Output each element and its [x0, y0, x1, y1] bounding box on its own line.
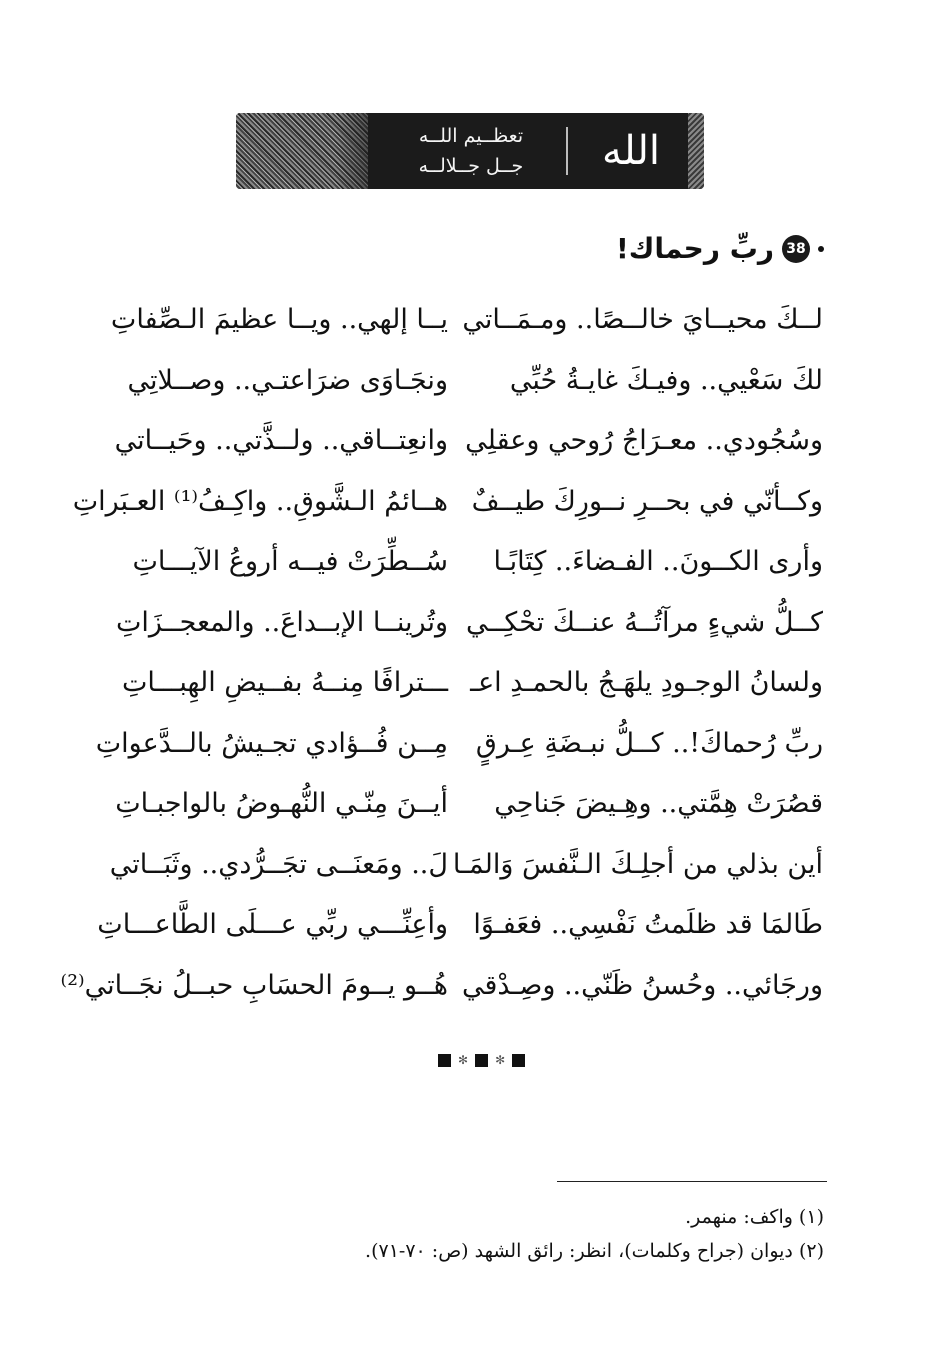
verse-second-half: ـــترافًا مِنــهُ بفــيضِ الهِبـــاتِ	[122, 667, 448, 698]
verse-first-half: كــلُّ شيءٍ مرآتُــهُ عنــكَ تحْكِــي	[466, 606, 823, 638]
verse-second-half: وتُرينــا الإبــداعَ.. والمعجــزَاتِ	[116, 606, 448, 638]
verse-second-half: وانعِتــاقي.. ولــذَّتي.. وحَيــاتي	[114, 425, 448, 456]
verse-second-half: وأعِنِّـــي ربِّي عـــلَى الطَّاعـــاتِ	[97, 909, 448, 940]
poem-verse	[114, 411, 823, 472]
footnote: (٢) ديوان (جراح وكلمات)، انظر: رائق الشهد (ص: ٧٠-٧١).	[365, 1240, 824, 1262]
verse-second-half: هــائمُ الـشَّوقِ.. واكِـفُ⁽¹⁾ العـبَراتِ	[72, 485, 448, 517]
poem-verse	[110, 290, 823, 351]
poem-verse	[115, 774, 823, 835]
verse-first-half: لكَ سَعْيي.. وفيـكَ غايـةُ حُبِّي	[509, 364, 823, 396]
bullet-icon	[818, 246, 824, 252]
poem-verse	[95, 714, 823, 775]
verse-first-half: أين بذلي من أجلِـكَ الـنَّفسَ وَالمَـا	[452, 848, 823, 880]
poem-verse	[118, 532, 823, 593]
verse-second-half: يــا إلهي.. ويــا عظيمَ الـصِّفاتِ	[110, 304, 448, 335]
verse-first-half: وأرى الكــونَ.. الفـضاءَ.. كِتَابًـا	[493, 546, 823, 577]
footnotes	[224, 1200, 824, 1268]
header-titles	[386, 121, 556, 181]
poem-verse	[97, 895, 823, 956]
header-banner	[236, 113, 704, 189]
verse-second-half: مِــن فُــؤادي تجـيشُ بالــدَّعواتِ	[95, 727, 448, 759]
verse-first-half: وكــأنّي في بحــرِ نــورِكَ طيــفٌ	[471, 485, 823, 517]
square-icon	[512, 1054, 525, 1067]
square-icon	[475, 1054, 488, 1067]
verse-second-half: لَ.. ومَعنَــى تجَــرُّدي.. وثَبَــاتي	[109, 848, 448, 880]
verse-first-half: لــكَ محيــايَ خالــصًا.. ومـمَــاتي	[462, 304, 823, 335]
poem-verse	[118, 351, 823, 412]
footnote-divider	[557, 1181, 827, 1182]
verse-second-half: هُــو يــومَ الحسَابِ حبــلُ نجَــاتي⁽²⁾	[60, 969, 448, 1001]
section-number-badge: 38	[782, 235, 810, 263]
verse-first-half: وسُجُودي.. معـرَاجُ رُوحي وعقلِي	[465, 425, 823, 456]
verse-second-half: ونجَـاوَى ضرَاعتـي.. وصــلاتِي	[127, 364, 448, 396]
verse-first-half: ولسانُ الوجـودِ يلهَـجُ بالحمـدِ اعـ	[470, 667, 823, 698]
poem-verse	[118, 593, 823, 654]
section-heading	[616, 232, 824, 265]
ornament-separator	[438, 1053, 525, 1067]
header-divider	[566, 127, 568, 175]
footnote: (١) واكف: منهمر.	[685, 1206, 824, 1228]
verse-first-half: طَالمَا قد ظلَمتُ نَفْسِي.. فعَفـوًا	[473, 909, 823, 940]
header-title-line2: جــل جــلالــه	[418, 155, 524, 177]
verse-second-half: سُــطِّرَتْ فيــه أروعُ الآيـــاتِ	[132, 546, 448, 577]
header-title-line1: تعظــيم اللــه	[418, 125, 524, 147]
poem-verse	[118, 653, 823, 714]
star-icon: ✻	[458, 1053, 469, 1067]
poem-verse	[109, 835, 823, 896]
verse-first-half: ربِّ رُحماكَ!.. كــلُّ نبـضَةِ عِـرقٍ	[475, 727, 823, 759]
banner-texture-right	[688, 113, 704, 189]
square-icon	[438, 1054, 451, 1067]
section-title: ربِّ رحماك!	[615, 232, 774, 265]
poem-verse	[72, 472, 823, 533]
allah-calligraphy-logo: الله	[602, 128, 660, 174]
poem	[60, 290, 823, 1016]
verse-first-half: قصُرَتْ هِمَّتي.. وهِـيضَ جَناحِي	[494, 788, 823, 819]
poem-verse	[60, 956, 823, 1017]
verse-second-half: أيــنَ مِنّـي النُّهـوضُ بالواجبـاتِ	[115, 788, 448, 819]
star-icon: ✻	[495, 1053, 506, 1067]
verse-first-half: ورجَائي.. وحُسنُ ظَنّي.. وصِـدْقي	[461, 969, 823, 1001]
